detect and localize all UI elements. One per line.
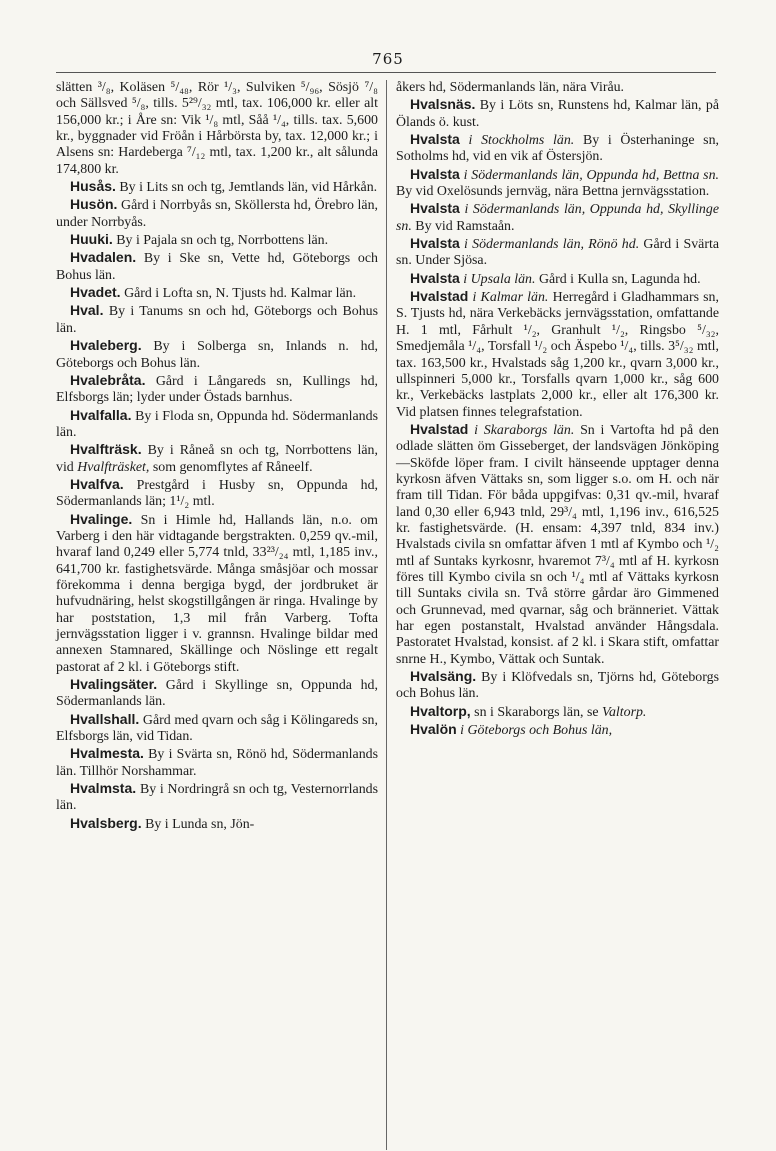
entry-headword: Hvalsta: [410, 235, 460, 252]
entry-headword: Hvalsta: [410, 131, 460, 148]
entry-headword: Hvalstad: [410, 420, 469, 437]
entry-text-after: Gård i Svärta sn. Under Sjösa.: [396, 237, 719, 269]
entry-text: By i Klöfvedals sn, Tjörns hd, Göteborgs och Bohus län.: [396, 670, 719, 702]
entry-text: By i Lunda sn, Jön-: [145, 816, 255, 832]
dictionary-entry: [396, 721, 719, 739]
dictionary-entry: [396, 668, 719, 703]
entry-italic-text: i Södermanlands län, Oppunda hd, Skyllinge sn.: [396, 202, 719, 234]
dictionary-entry: [56, 815, 378, 833]
dictionary-entry: [396, 96, 719, 131]
entry-headword: Hvalinge.: [70, 510, 133, 527]
entry-headword: Hvalsäng.: [410, 668, 477, 685]
dictionary-entry: [396, 131, 719, 166]
dictionary-entry: [396, 270, 719, 288]
entry-italic-text: i Södermanlands län, Rönö hd.: [464, 237, 640, 253]
entry-italic-text: i Södermanlands län, Oppunda hd, Bettna sn.: [463, 167, 719, 183]
entry-headword: Hvalsberg.: [70, 814, 142, 831]
entry-headword: Hvalfträsk.: [70, 441, 142, 458]
dictionary-entry: [56, 372, 378, 407]
entry-headword: Hvaltorp,: [410, 702, 471, 719]
dictionary-entry: [396, 421, 719, 668]
dictionary-entry: [56, 407, 378, 442]
entry-text: Gård i Norrbyås sn, Sköllersta hd, Örebro län, under Norrbyås.: [56, 198, 378, 230]
entry-headword: Hvadalen.: [70, 249, 137, 266]
entry-text: By i Floda sn, Oppunda hd. Södermanlands län.: [56, 408, 378, 440]
entry-italic-text: Hvalfträsket,: [77, 459, 150, 475]
dictionary-entry: [56, 780, 378, 815]
entry-headword: Hvalsta: [410, 165, 460, 182]
dictionary-entry: [56, 178, 378, 196]
entry-headword: Hvalfva.: [70, 475, 124, 492]
entry-text-after: som genomflytes af Råneelf.: [149, 459, 313, 475]
dictionary-entry: [56, 231, 378, 249]
dictionary-entry: [56, 676, 378, 711]
dictionary-entry: [56, 80, 378, 178]
entry-text: Gård med qvarn och såg i Kölingareds sn, Elfsborgs län, vid Tidan.: [56, 712, 378, 745]
dictionary-entry: [396, 80, 719, 96]
dictionary-entry: [396, 166, 719, 201]
entry-headword: Huuki.: [70, 231, 113, 248]
entry-headword: Hvalmesta.: [70, 745, 144, 762]
entry-italic-text: i Göteborgs och Bohus län,: [460, 723, 613, 739]
dictionary-entry: [396, 288, 719, 421]
dictionary-entry: [56, 441, 378, 476]
entry-italic-text: Valtorp.: [602, 704, 647, 720]
entry-text: By i Solberga sn, Inlands n. hd, Göteborgs och Bohus län.: [56, 339, 378, 371]
entry-text: By i Nordringrå sn och tg, Vesternorrlands län.: [56, 782, 378, 814]
entry-text: By i Lits sn och tg, Jemtlands län, vid Hårkån.: [119, 180, 378, 196]
dictionary-entry: [56, 249, 378, 284]
entry-headword: Hvalön: [410, 721, 457, 738]
dictionary-entry: [396, 703, 719, 721]
dictionary-entry: [56, 745, 378, 780]
left-column: [56, 80, 378, 833]
header-rule: [56, 72, 716, 73]
entry-italic-text: i Upsala län.: [463, 271, 536, 287]
entry-headword: Hvalfalla.: [70, 406, 132, 423]
entry-text: Gård i Långareds sn, Kullings hd, Elfsborgs län; lyder under Östads barnhus.: [56, 373, 378, 406]
entry-headword: Hvalmsta.: [70, 780, 137, 797]
dictionary-entry: [396, 200, 719, 235]
entry-italic-text: i Stockholms län.: [468, 133, 575, 149]
entry-text: By i Tanums sn och hd, Göteborgs och Bohus län.: [56, 304, 378, 336]
entry-headword: Hvalingsäter.: [70, 676, 158, 693]
dictionary-entry: [56, 711, 378, 746]
entry-headword: Hvalsnäs.: [410, 96, 476, 113]
entry-text: By i Pajala sn och tg, Norrbottens län.: [116, 233, 329, 249]
entry-headword: Hvadet.: [70, 284, 121, 301]
entry-text: By i Råneå sn och tg, Norrbottens län, vid: [56, 443, 378, 475]
entry-headword: Hval.: [70, 302, 104, 319]
entry-headword: Husön.: [70, 196, 118, 213]
entry-text: Gård i Skyllinge sn, Oppunda hd, Södermanlands län.: [56, 678, 378, 710]
dictionary-entry: [56, 476, 378, 511]
dictionary-entry: [56, 284, 378, 302]
entry-italic-text: i Kalmar län.: [472, 290, 549, 306]
entry-text: By i Svärta sn, Rönö hd, Södermanlands län. Tillhör Norshammar.: [56, 747, 378, 779]
entry-text-after: Herregård i Gladhammars sn, S. Tjusts hd, nära Verkebäcks jernvägsstation, omfattande H. 1 mtl, Fårhult ¹/₂, Granhult ¹/₂, Ringsbo ⁵/₃₂, Smedjemåla ¹/₄, Torsfall ¹/₂ och Äspebo ¹/₄, tills. 3⁵/₃₂ mtl, tax. 163,500 kr., Hvalstads såg 1,200 kr., qvarn 3,000 kr., ullspinneri 5,000 kr., Torsfalls qvarn 1,000 kr., såg 600 kr., Verkebäcks lastplats 2,000 kr., eller alt 176,300 kr. Vid platsen finnes telegrafstation.: [396, 290, 719, 420]
entry-headword: Hvallshall.: [70, 710, 140, 727]
entry-text-after: By vid Ramstaån.: [411, 218, 515, 234]
entry-headword: Hvalsta: [410, 200, 460, 217]
page-number: 765: [372, 50, 404, 68]
entry-text: Sn i Himle hd, Hallands län, n.o. om Varberg i den här vidtagande bergstrakten. 0,259 qv.-mil, hvaraf land 0,249 eller 5,774 tnld, 33²³/₂₄ mtl, 1,185 inv., 641,700 kr. fastighetsvärde. Många småsjöar och mossar förekomma i denna bergiga bygd, der jordbruket är hufvudnäring, helst skogstillgången är ringa. Hvalinge by har poststation, 1,3 mil från Varberg. Tofta jernvägsstation ligger i v. grannsn. Hvalinge bildar med annexen Stamnared, Skällinge och Nöslinge ett regalt pastorat af 2 kl. i Göteborgs stift.: [56, 512, 378, 675]
entry-text: Prestgård i Husby sn, Oppunda hd, Södermanlands län; 1¹/₂ mtl.: [56, 477, 378, 510]
entry-italic-text: i Skaraborgs län.: [474, 422, 575, 438]
entry-text: sn i Skaraborgs län, se: [474, 704, 603, 720]
dictionary-entry: [56, 337, 378, 372]
entry-text: åkers hd, Södermanlands län, nära Viråu.: [396, 80, 625, 95]
dictionary-entry: [396, 235, 719, 270]
dictionary-entry: [56, 196, 378, 231]
entry-headword: Hvalsta: [410, 269, 460, 286]
entry-text-after: Sn i Vartofta hd på den odlade slätten öm Gisseberget, der landsvägen Jönköping—Sköfde löper fram. I civilt hänseende upptager denna kyrkosn äfven Vättaks sn, som ligger s.o. om H. och när fram till Tidan. För båda uppgifvas: 0,31 qv.-mil, hvaraf land 0,30 eller 6,943 tnld, 29³/₄ mtl, 1,196 inv., 616,525 kr. fastighetsvärde. (H. ensam: 4,397 tnld, 834 inv.) Hvalstads civila sn omfattar äfven 1 mtl af Kymbo och ¹/₂ mtl af Suntaks kyrkosnr, hvaremot 7³/₄ mtl af H. kyrkosn föres till Kymbo civila sn och ¹/₄ mtl af Vättaks kyrkosn till Suntaks civila sn. Två större gårdar äro Gimmened och Grunnevad, med qvarnar, såg och bränneriet. Vättak har egen postanstalt, Hvalstad använder Hångsdala. Pastoratet Hvalstad, konsist. af 2 kl. i Skara stift, omfattar snrne H., Kymbo, Vättak och Suntak.: [396, 422, 719, 667]
entry-text: By i Löts sn, Runstens hd, Kalmar län, på Ölands ö. kust.: [396, 98, 720, 130]
entry-headword: Husås.: [70, 178, 116, 195]
dictionary-entry: [56, 511, 378, 676]
dictionary-entry: [56, 302, 378, 337]
entry-text-after: By vid Oxelösunds jernväg, nära Bettna jernvägsstation.: [396, 184, 710, 200]
entry-headword: Hvaleberg.: [70, 337, 142, 354]
entry-text-after: By i Österhaninge sn, Sotholms hd, vid en vik af Östersjön.: [396, 133, 720, 165]
entry-headword: Hvalstad: [410, 288, 469, 305]
entry-text: slätten ³/₈, Koläsen ⁵/₄₈, Rör ¹/₃, Sulviken ⁵/₉₆, Sösjö ⁷/₈ och Sällsved ⁵/₈, tills. 5²⁹/₃₂ mtl, tax. 106,000 kr. eller alt 156,000 kr.; i Åre sn: Vik ¹/₈ mtl, Såå ¹/₄, tills. tax. 5,600 kr., byggnader vid Fröån i Hårbörsta by, tax. 12,000 kr.; i Alsens sn: Hardeberga ⁷/₁₂ mtl, tax. 1,200 kr., alt sålunda 174,800 kr.: [56, 80, 378, 177]
entry-text: By i Ske sn, Vette hd, Göteborgs och Bohus län.: [56, 251, 378, 283]
column-divider: [386, 80, 387, 1150]
right-column: [396, 80, 719, 739]
entry-text-after: Gård i Kulla sn, Lagunda hd.: [535, 271, 701, 287]
entry-text: Gård i Lofta sn, N. Tjusts hd. Kalmar län.: [124, 286, 357, 302]
entry-headword: Hvalebråta.: [70, 371, 146, 388]
